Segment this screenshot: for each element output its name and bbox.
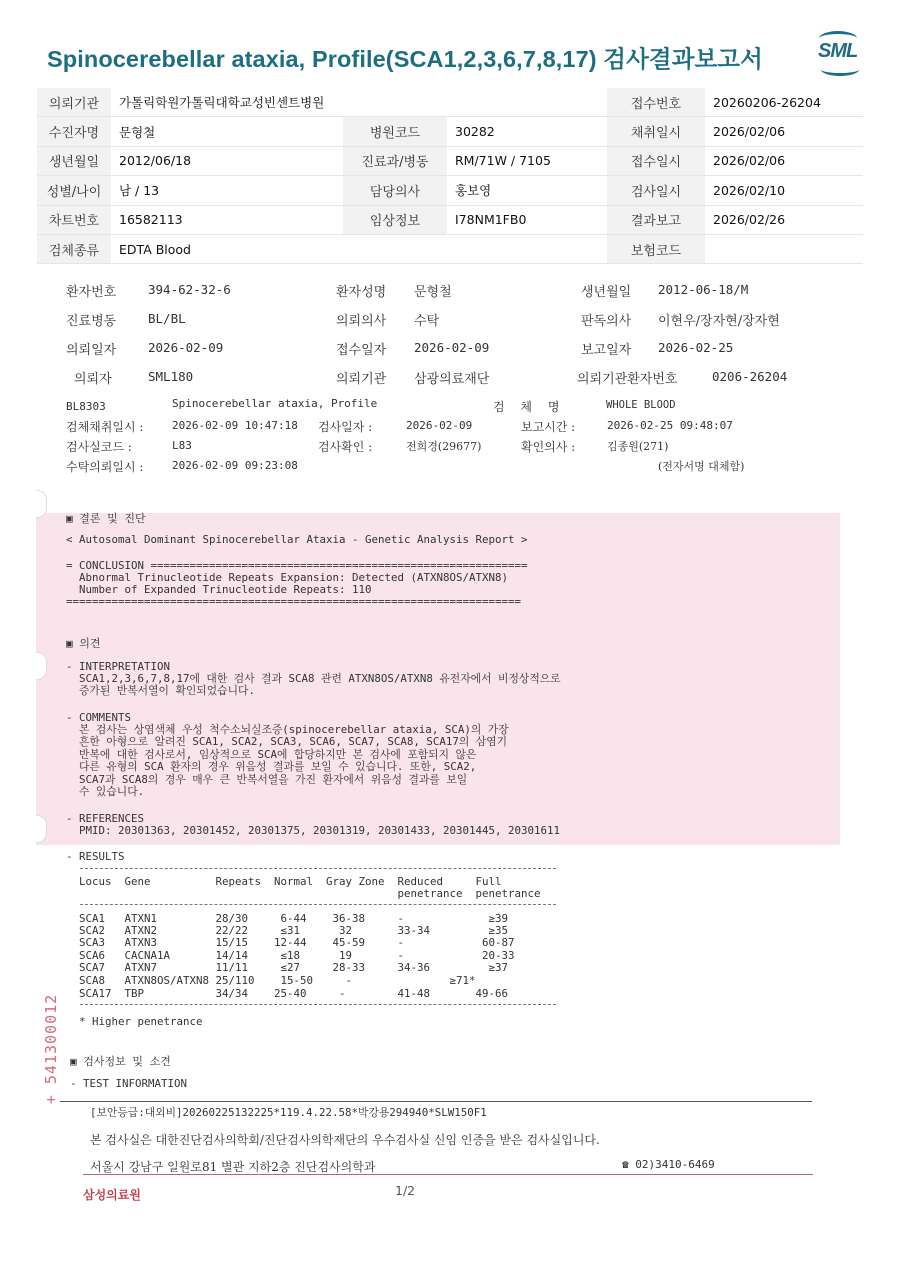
requester: 수탁 bbox=[414, 314, 440, 329]
info-row bbox=[37, 88, 863, 117]
patient-name-label: 환자성명 bbox=[336, 285, 387, 300]
info-row bbox=[37, 234, 863, 263]
confirm-doc-label: 확인의사 : bbox=[521, 440, 576, 454]
results-row: SCA17 TBP 34/34 25-40 - 41-48 49-66 bbox=[66, 987, 509, 1000]
lab-phone: ☎ 02)3410-6469 bbox=[622, 1158, 715, 1171]
info-label: 접수일시 bbox=[607, 146, 705, 175]
info-label: 차트번호 bbox=[37, 205, 111, 234]
info-value: RM/71W / 7105 bbox=[447, 146, 607, 175]
req-date-label: 의뢰일자 bbox=[66, 343, 117, 358]
results-row: SCA1 ATXN1 28/30 6-44 36-38 - ≥39 bbox=[66, 912, 509, 925]
info-label: 생년월일 bbox=[37, 146, 111, 175]
recv-date: 2026-02-09 bbox=[414, 340, 490, 355]
req-date: 2026-02-09 bbox=[148, 340, 224, 355]
logo-text: SML bbox=[818, 40, 858, 62]
info-row bbox=[37, 176, 863, 205]
requester-label: 의뢰의사 bbox=[336, 314, 387, 329]
certification-text: 본 검사실은 대한진단검사의학회/진단검사의학재단의 우수검사실 신임 인증을 받은 검사실입니다. bbox=[90, 1133, 600, 1147]
info-row bbox=[37, 117, 863, 146]
recv-date-label: 접수일자 bbox=[336, 343, 387, 358]
info-label: 보험코드 bbox=[607, 234, 705, 263]
patient-no: 394-62-32-6 bbox=[148, 282, 231, 297]
info-label: 담당의사 bbox=[343, 176, 447, 205]
esign-note: (전자서명 대체함) bbox=[658, 460, 745, 473]
results-row: SCA3 ATXN3 15/15 12-44 45-59 - 60-87 bbox=[66, 936, 515, 949]
lab-code-label: 검사실코드 : bbox=[66, 440, 132, 454]
logo-arc-bottom bbox=[821, 63, 859, 76]
info-label: 채취일시 bbox=[607, 117, 705, 146]
info-value: I78NM1FB0 bbox=[447, 205, 607, 234]
section-test-info: ▣ 검사정보 및 소견 bbox=[70, 1055, 171, 1068]
specimen-label: 검 체 명 bbox=[493, 400, 566, 414]
section-conclusion: ▣ 결론 및 진단 bbox=[66, 512, 146, 525]
org-no-label: 의뢰기관환자번호 bbox=[577, 372, 678, 387]
confirm: 전희경(29677) bbox=[406, 440, 482, 453]
dob-label: 생년월일 bbox=[581, 285, 632, 300]
results-row: SCA8 ATXN8OS/ATXN8 25/110 15-50 - ≥71* bbox=[66, 974, 476, 987]
report-time: 2026-02-25 09:48:07 bbox=[607, 419, 733, 432]
info-label bbox=[343, 234, 447, 263]
results-header-rule bbox=[80, 904, 556, 905]
outsource-label: 수탁의뢰일시 : bbox=[66, 460, 144, 474]
confirm-doc: 김종원(271) bbox=[607, 440, 669, 453]
reader-label: 판독의사 bbox=[581, 314, 632, 329]
test-code: BL8303 bbox=[66, 400, 106, 413]
info-label bbox=[343, 88, 447, 117]
specimen: WHOLE BLOOD bbox=[606, 399, 676, 411]
info-label: 성별/나이 bbox=[37, 176, 111, 205]
comments-line-5: SCA7과 SCA8의 경우 매우 큰 반복서열을 가진 환자에서 위음성 결과를 보일 bbox=[66, 773, 468, 786]
refs-head: - REFERENCES bbox=[66, 812, 145, 825]
info-value: 남 / 13 bbox=[111, 176, 343, 205]
results-row: SCA7 ATXN7 11/11 ≤27 28-33 34-36 ≥37 bbox=[66, 961, 509, 974]
comments-line-2: 흔한 아형으로 알려진 SCA1, SCA2, SCA3, SCA6, SCA7, SCA8, SCA17의 삼염기 bbox=[66, 735, 508, 748]
confirm-label: 검사확인 : bbox=[318, 440, 373, 454]
info-value: 문형철 bbox=[111, 117, 343, 146]
hospital-logo: 삼성의료원 bbox=[83, 1188, 141, 1202]
results-header-1: Locus Gene Repeats Normal Gray Zone Reduced Full bbox=[66, 875, 502, 888]
comments-line-1: 본 검사는 상염색체 우성 척수소뇌실조증(spinocerebellar ataxia, SCA)의 가장 bbox=[66, 723, 509, 736]
results-header-2: penetrance penetrance bbox=[66, 887, 541, 900]
info-value: 2026/02/06 bbox=[705, 117, 863, 146]
results-head: - RESULTS bbox=[66, 850, 125, 863]
info-value: 2012/06/18 bbox=[111, 146, 343, 175]
comments-head: - COMMENTS bbox=[66, 711, 132, 724]
section-opinion: ▣ 의견 bbox=[66, 637, 101, 650]
report-date-label: 보고일자 bbox=[581, 343, 632, 358]
info-label: 임상정보 bbox=[343, 205, 447, 234]
info-value: 2026/02/06 bbox=[705, 146, 863, 175]
info-value: 30282 bbox=[447, 117, 607, 146]
info-value: 가톨릭학원가톨릭대학교성빈센트병원 bbox=[111, 88, 343, 117]
info-value bbox=[447, 234, 607, 263]
page-number: 1/2 bbox=[395, 1183, 416, 1198]
info-label: 검체종류 bbox=[37, 234, 111, 263]
results-footnote: * Higher penetrance bbox=[66, 1015, 203, 1028]
security-line: [보안등급:대외비]20260225132225*119.4.22.58*박강용294940*SLW150F1 bbox=[90, 1106, 487, 1119]
info-value bbox=[705, 234, 863, 263]
outsource-time: 2026-02-09 09:23:08 bbox=[172, 459, 298, 472]
org-no: 0206-26204 bbox=[712, 369, 788, 384]
lab-address: 서울시 강남구 일원로81 별관 지하2층 진단검사의학과 bbox=[90, 1160, 376, 1174]
patient-no-label: 환자번호 bbox=[66, 285, 117, 300]
info-value: 2026/02/10 bbox=[705, 176, 863, 205]
ward-label: 진료병동 bbox=[66, 314, 117, 329]
info-value bbox=[447, 88, 607, 117]
interp-line-1: SCA1,2,3,6,7,8,17에 대한 검사 결과 SCA8 관련 ATXN8OS/ATXN8 유전자에서 비정상적으로 bbox=[66, 672, 561, 685]
sml-logo bbox=[815, 30, 863, 78]
info-value: EDTA Blood bbox=[111, 234, 343, 263]
client: SML180 bbox=[148, 369, 194, 384]
info-label: 접수번호 bbox=[607, 88, 705, 117]
info-value: 2026/02/26 bbox=[705, 205, 863, 234]
footer-pink-rule bbox=[83, 1174, 813, 1175]
report-title: Spinocerebellar ataxia, Profile(SCA1,2,3,6,7,8,17) 검사결과보고서 bbox=[47, 46, 763, 72]
info-label: 진료과/병동 bbox=[343, 146, 447, 175]
refs-line-1: PMID: 20301363, 20301452, 20301375, 20301319, 20301433, 20301445, 20301611 bbox=[66, 824, 561, 837]
side-serial-text: + 541300012 bbox=[42, 993, 61, 1105]
collect-time: 2026-02-09 10:47:18 bbox=[172, 419, 298, 432]
side-serial-number bbox=[42, 985, 68, 1115]
test-name: Spinocerebellar ataxia, Profile bbox=[172, 397, 378, 410]
results-top-rule bbox=[80, 868, 556, 869]
comments-line-6: 수 있습니다. bbox=[66, 785, 145, 798]
info-label: 병원코드 bbox=[343, 117, 447, 146]
collect-label: 검체채취일시 : bbox=[66, 420, 144, 434]
ward: BL/BL bbox=[148, 311, 186, 326]
comments-line-3: 반복에 대한 검사로서, 임상적으로 SCA에 합당하지만 본 검사에 포함되지 않은 bbox=[66, 748, 477, 761]
org: 삼광의료재단 bbox=[414, 372, 490, 387]
info-label: 검사일시 bbox=[607, 176, 705, 205]
results-bottom-rule bbox=[80, 1004, 556, 1005]
test-info-head: - TEST INFORMATION bbox=[70, 1077, 188, 1090]
results-row: SCA2 ATXN2 22/22 ≤31 32 33-34 ≥35 bbox=[66, 924, 509, 937]
conclusion-line-1: Abnormal Trinucleotide Repeats Expansion: Detected (ATXN8OS/ATXN8) bbox=[66, 571, 509, 584]
report-subtitle: < Autosomal Dominant Spinocerebellar Ataxia - Genetic Analysis Report > bbox=[66, 533, 528, 546]
dob: 2012-06-18/M bbox=[658, 282, 749, 297]
patient-info-table bbox=[37, 88, 863, 264]
interp-head: - INTERPRETATION bbox=[66, 660, 171, 673]
footer-top-rule bbox=[60, 1101, 812, 1102]
client-label: 의뢰자 bbox=[74, 372, 112, 387]
info-label: 수진자명 bbox=[37, 117, 111, 146]
exam-date-label: 검사일자 : bbox=[318, 420, 373, 434]
report-date: 2026-02-25 bbox=[658, 340, 734, 355]
comments-line-4: 다른 유형의 SCA 환자의 경우 위음성 결과를 보일 수 있습니다. 또한, SCA2, bbox=[66, 760, 477, 773]
interp-line-2: 증가된 반복서열이 확인되었습니다. bbox=[66, 684, 255, 697]
info-value: 16582113 bbox=[111, 205, 343, 234]
report-time-label: 보고시간 : bbox=[521, 420, 576, 434]
org-label: 의뢰기관 bbox=[336, 372, 387, 387]
patient-name: 문형철 bbox=[414, 285, 452, 300]
reader: 이현우/장자현/장자현 bbox=[658, 314, 780, 329]
conclusion-line-2: Number of Expanded Trinucleotide Repeats: 110 bbox=[66, 583, 372, 596]
conclusion-head: = CONCLUSION ========================================================== bbox=[66, 559, 528, 572]
lab-code: L83 bbox=[172, 439, 192, 452]
conclusion-end: ====================================================================== bbox=[66, 595, 522, 608]
info-label: 결과보고 bbox=[607, 205, 705, 234]
exam-date: 2026-02-09 bbox=[406, 419, 473, 432]
results-row: SCA6 CACNA1A 14/14 ≤18 19 - 20-33 bbox=[66, 949, 515, 962]
info-row bbox=[37, 146, 863, 175]
info-row bbox=[37, 205, 863, 234]
info-label: 의뢰기관 bbox=[37, 88, 111, 117]
info-value: 20260206-26204 bbox=[705, 88, 863, 117]
info-value: 홍보영 bbox=[447, 176, 607, 205]
